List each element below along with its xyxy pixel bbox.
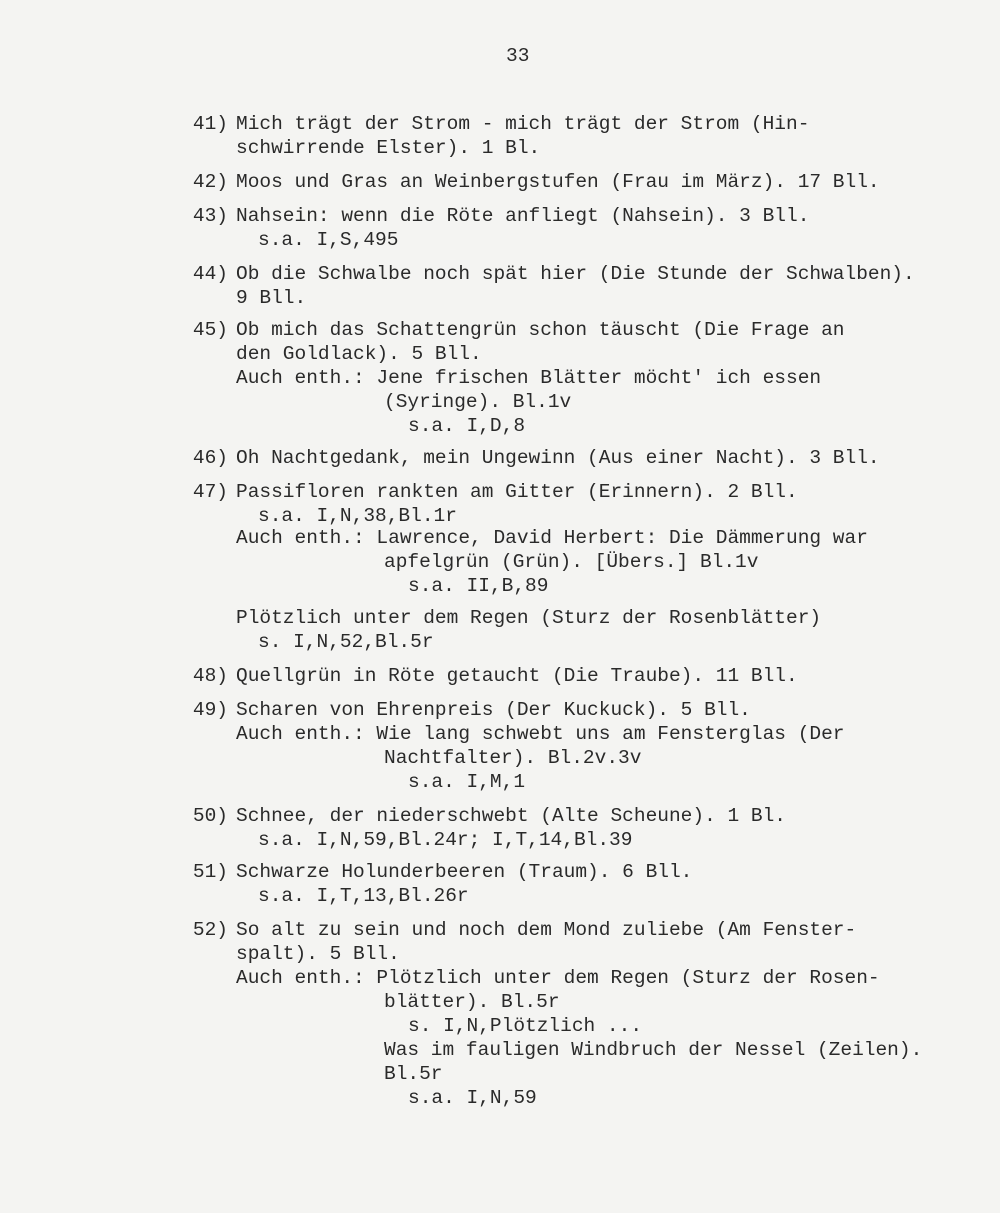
entry-number: 45): [192, 319, 228, 341]
entry-line: Ob die Schwalbe noch spät hier (Die Stunde der Schwalben).: [236, 263, 915, 285]
entry-line: 9 Bll.: [236, 287, 307, 309]
entry-number: 41): [192, 113, 228, 135]
page-number: 33: [506, 45, 530, 67]
entry-line: Quellgrün in Röte getaucht (Die Traube). 11 Bll.: [236, 665, 798, 687]
cross-reference: s.a. I,N,59: [408, 1087, 537, 1109]
entry-number: 44): [192, 263, 228, 285]
entry-line: Moos und Gras an Weinbergstufen (Frau im März). 17 Bll.: [236, 171, 880, 193]
entry-number: 52): [192, 919, 228, 941]
entry-number: 50): [192, 805, 228, 827]
entry-number: 48): [192, 665, 228, 687]
cross-reference: s.a. I,D,8: [408, 415, 526, 437]
entry-line: apfelgrün (Grün). [Übers.] Bl.1v: [384, 551, 759, 573]
entry-line: Was im fauligen Windbruch der Nessel (Zeilen).: [384, 1039, 923, 1061]
entry-number: 46): [192, 447, 228, 469]
entry-line: Nachtfalter). Bl.2v.3v: [384, 747, 642, 769]
entry-line: Mich trägt der Strom - mich trägt der Strom (Hin-: [236, 113, 810, 135]
also-contains: Auch enth.: Jene frischen Blätter möcht' ich essen: [236, 367, 822, 389]
also-contains: Auch enth.: Wie lang schwebt uns am Fensterglas (Der: [236, 723, 845, 745]
entry-line: spalt). 5 Bll.: [236, 943, 400, 965]
entry-number: 43): [192, 205, 228, 227]
cross-reference: s.a. II,B,89: [408, 575, 549, 597]
entry-line: Nahsein: wenn die Röte anfliegt (Nahsein). 3 Bll.: [236, 205, 810, 227]
entry-line: Scharen von Ehrenpreis (Der Kuckuck). 5 Bll.: [236, 699, 751, 721]
entry-line: den Goldlack). 5 Bll.: [236, 343, 482, 365]
entry-line: Passifloren rankten am Gitter (Erinnern). 2 Bll.: [236, 481, 798, 503]
entry-number: 42): [192, 171, 228, 193]
entry-number: 51): [192, 861, 228, 883]
entry-line: blätter). Bl.5r: [384, 991, 560, 1013]
cross-reference: s.a. I,S,495: [258, 229, 399, 251]
entry-line: So alt zu sein und noch dem Mond zuliebe (Am Fenster-: [236, 919, 857, 941]
also-contains: Auch enth.: Plötzlich unter dem Regen (Sturz der Rosen-: [236, 967, 880, 989]
entry-line: Schnee, der niederschwebt (Alte Scheune). 1 Bl.: [236, 805, 786, 827]
cross-reference: s.a. I,T,13,Bl.26r: [258, 885, 469, 907]
cross-reference: s. I,N,Plötzlich ...: [408, 1015, 643, 1037]
cross-reference: s.a. I,N,59,Bl.24r; I,T,14,Bl.39: [258, 829, 633, 851]
entry-number: 47): [192, 481, 228, 503]
entry-line: Schwarze Holunderbeeren (Traum). 6 Bll.: [236, 861, 693, 883]
entry-line: schwirrende Elster). 1 Bl.: [236, 137, 541, 159]
entry-line: (Syringe). Bl.1v: [384, 391, 572, 413]
entry-line: Plötzlich unter dem Regen (Sturz der Rosenblätter): [236, 607, 822, 629]
entry-line: Ob mich das Schattengrün schon täuscht (Die Frage an: [236, 319, 845, 341]
entry-number: 49): [192, 699, 228, 721]
also-contains: Auch enth.: Lawrence, David Herbert: Die Dämmerung war: [236, 527, 868, 549]
cross-reference: s.a. I,M,1: [408, 771, 526, 793]
cross-reference: s.a. I,N,38,Bl.1r: [258, 505, 457, 527]
cross-reference: s. I,N,52,Bl.5r: [258, 631, 434, 653]
entry-line: Bl.5r: [384, 1063, 443, 1085]
entry-line: Oh Nachtgedank, mein Ungewinn (Aus einer Nacht). 3 Bll.: [236, 447, 880, 469]
